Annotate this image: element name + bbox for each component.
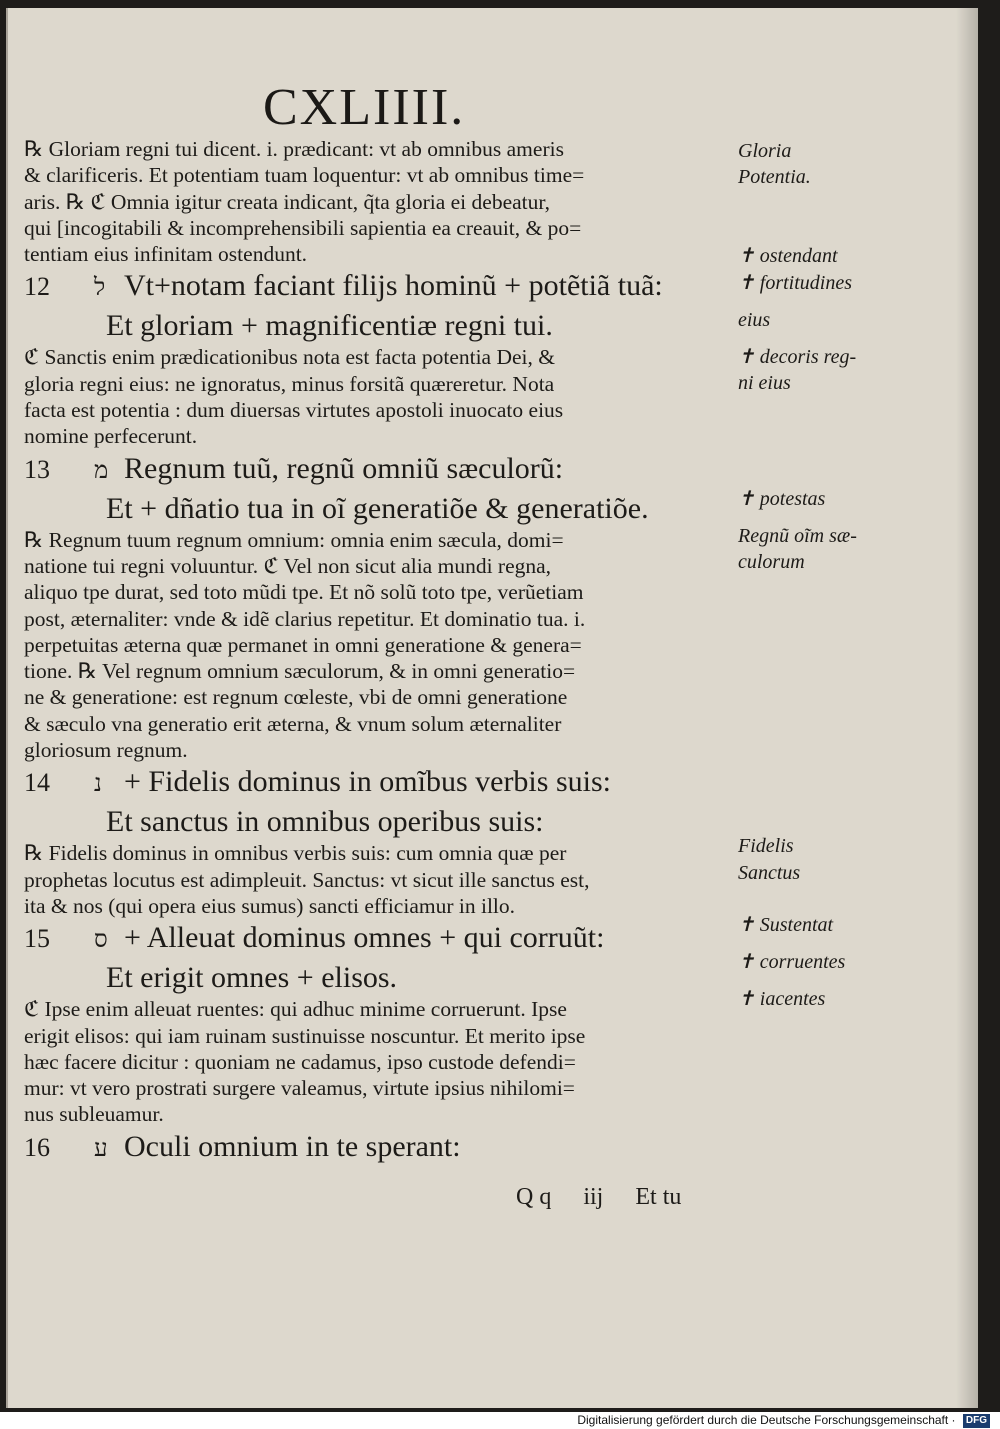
- verse-line-continued: Et sanctus in omnibus operibus suis:: [106, 805, 544, 839]
- commentary-line: ne & generatione: est regnum cœleste, vbi de omni generatione: [24, 685, 568, 710]
- commentary-line: natione tui regni voluuntur. ℭ Vel non sicut alia mundi regna,: [24, 553, 552, 578]
- verse-text: + Alleuat dominus omnes + qui corruũt:: [124, 921, 605, 955]
- verse-number: 15: [24, 924, 50, 954]
- verse-line-continued: Et + dñatio tua in oĩ generatiõe & generatiõe.: [106, 491, 649, 525]
- signature-number: iij: [583, 1184, 604, 1210]
- commentary-line: erigit elisos: qui iam ruinam sustinuisse noscuntur. Et merito ipse: [24, 1023, 586, 1048]
- commentary-line: hæc facere dicitur : quoniam ne cadamus, ipso custode defendi=: [24, 1049, 576, 1074]
- verse-number: 16: [24, 1132, 50, 1162]
- signature-line: [516, 1184, 707, 1211]
- commentary-line: ℭ Ipse enim alleuat ruentes: qui adhuc minime corruerunt. Ipse: [24, 997, 567, 1022]
- hebrew-letter: מ: [94, 457, 109, 484]
- commentary-line: post, æternaliter: vnde & idẽ clarius repetitur. Et dominatio tua. i.: [24, 606, 586, 631]
- hebrew-letter: ס: [94, 927, 108, 954]
- verse-text: Vt+notam faciant filijs hominũ + potẽtiã tuã:: [124, 269, 663, 303]
- hebrew-letter: נ: [94, 771, 102, 798]
- commentary-line: aliquo tpe durat, sed toto mũdi tpe. Et nõ solũ toto tpe, verũetiam: [24, 580, 584, 605]
- commentary-line: & sæculo vna generatio erit æterna, & vnum solum æternaliter: [24, 711, 562, 736]
- margin-note: ✝ Sustentat: [738, 914, 834, 937]
- commentary-line: ℞ Gloriam regni tui dicent. i. prædicant: vt ab omnibus ameris: [24, 137, 564, 161]
- commentary-line: tione. ℞ Vel regnum omnium sæculorum, & in omni generatio=: [24, 659, 576, 684]
- commentary-line: gloria regni eius: ne ignoratus, minus forsitã quæreretur. Nota: [24, 371, 555, 396]
- commentary-line: qui [incogitabili & incomprehensibili sapientia ea creauit, & po=: [24, 215, 582, 240]
- commentary-line: ℞ Fidelis dominus in omnibus verbis suis: cum omnia quæ per: [24, 841, 567, 866]
- margin-note: ✝ corruentes: [738, 951, 846, 974]
- commentary-line: ℞ Regnum tuum regnum omnium: omnia enim sæcula, domi=: [24, 527, 564, 552]
- margin-note: Potentia.: [738, 166, 811, 189]
- verse-text: Oculi omnium in te sperant:: [124, 1129, 461, 1163]
- commentary-line: gloriosum regnum.: [24, 738, 188, 763]
- commentary-line: perpetuitas æterna quæ permanet in omni generatione & genera=: [24, 632, 582, 657]
- margin-note: ✝ ostendant: [738, 245, 838, 268]
- margin-note: ✝ decoris reg-: [738, 345, 857, 368]
- body-text: [24, 136, 732, 1168]
- verse-line: [24, 267, 732, 307]
- margin-notes: [738, 8, 938, 1408]
- hebrew-letter: ע: [94, 1135, 108, 1162]
- hebrew-letter: ל: [94, 275, 106, 302]
- verse-line-continued: Et erigit omnes + elisos.: [106, 961, 398, 995]
- verse-line: [24, 1128, 732, 1168]
- verse-line-continued: Et gloriam + magnificentiæ regni tui.: [106, 309, 553, 343]
- commentary-line: nus subleuamur.: [24, 1102, 164, 1127]
- margin-note: eius: [738, 308, 771, 331]
- commentary-line: nomine perfecerunt.: [24, 424, 198, 449]
- margin-note: ✝ fortitudines: [738, 271, 852, 294]
- commentary-line: ℭ Sanctis enim prædicationibus nota est facta potentia Dei, &: [24, 345, 555, 370]
- verse-text: Regnum tuũ, regnũ omniũ sæculorũ:: [124, 451, 564, 485]
- commentary-line: ita & nos (qui opera eius sumus) sancti efficiamur in illo.: [24, 893, 516, 918]
- margin-note: Sanctus: [738, 861, 801, 884]
- catchword: Et tu: [635, 1184, 682, 1210]
- verse-number: 13: [24, 454, 50, 484]
- verse-line: [24, 763, 732, 803]
- margin-note: Gloria: [738, 140, 792, 162]
- running-head: CXLIIII.: [263, 79, 466, 136]
- verse-number: 12: [24, 272, 50, 302]
- verse-number: 14: [24, 768, 50, 798]
- margin-note: ni eius: [738, 371, 791, 394]
- margin-note: ✝ iacentes: [738, 988, 826, 1011]
- verse-line: [24, 919, 732, 959]
- margin-note: ✝ potestas: [738, 487, 826, 510]
- margin-note: culorum: [738, 551, 805, 573]
- commentary-line: facta est potentia : dum diuersas virtutes apostoli inuocato eius: [24, 398, 564, 423]
- verse-text: + Fidelis dominus in omĩbus verbis suis:: [124, 765, 611, 799]
- commentary-line: mur: vt vero prostrati surgere valeamus, virtute ipsius nihilomi=: [24, 1076, 575, 1101]
- verse-line: [24, 450, 732, 490]
- commentary-line: & clarificeris. Et potentiam tuam loquentur: vt ab omnibus time=: [24, 163, 585, 188]
- margin-note: Fidelis: [738, 835, 794, 858]
- margin-note: Regnũ oĩm sæ-: [738, 524, 857, 547]
- commentary-line: aris. ℞ ℭ Omnia igitur creata indicant, q̃ta gloria ei debeatur,: [24, 189, 551, 214]
- commentary-line: tentiam eius infinitam ostendunt.: [24, 242, 308, 267]
- signature-mark: Q q: [516, 1184, 552, 1210]
- dfg-logo: DFG: [963, 1414, 990, 1428]
- footer-text: Digitalisierung gefördert durch die Deutsche Forschungsgemeinschaft ·: [577, 1413, 956, 1427]
- funding-footer: [577, 1413, 990, 1428]
- book-page: [6, 8, 978, 1408]
- commentary-line: prophetas locutus est adimpleuit. Sanctus: vt sicut ille sanctus est,: [24, 867, 590, 892]
